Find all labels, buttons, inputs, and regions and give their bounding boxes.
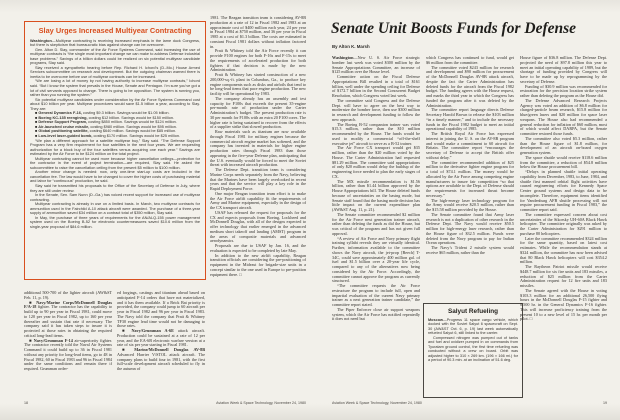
paragraph-lead: Washington bbox=[332, 55, 354, 60]
slay-article-body bbox=[30, 39, 200, 230]
right-page-column-1 bbox=[332, 56, 420, 322]
paragraph-text: The space shuttle would receive $118.6 million from the committee, a reduction of $54.8 million below the House procurement bill. bbox=[520, 154, 607, 170]
paragraph-text: The Defense Dept. transition team is considering Marine Corps needs separately from the Navy, believing that the Marines have been largely overlooked in recent years and that the service will play a key role in the Rapid Deployment Force. bbox=[210, 167, 306, 191]
page-number: 19 bbox=[603, 401, 607, 405]
paragraph-lead: ■ Defense Support Program, bbox=[35, 120, 88, 125]
paragraph-text: Slay received a sympathetic hearing before Rep. Richard H. Ichord’s (D.-Mo.) House Armed Services subcommittee on research and development. But the outgoing chairman warned there is inertia to be overcome before use of multiyear contracts can be increased. bbox=[30, 65, 200, 79]
paragraph bbox=[332, 99, 420, 123]
paragraph-text: The committee expressed concern about cost uncertainties of the Sikorsky UH-60A Black Hawk helicopter. The committee originally was asked by the Carter Administration for $291 million to purchase 80 helicopters. bbox=[520, 211, 607, 236]
paragraph-text: USAF has released the request for proposals for the CX and expects proposals from Boeing, Lockheed and McDonnell Douglas, with all of the designs expected to offer technology that earlier emerged in the advanced medium short takeoff and landing (AMST) program in the areas of composite materials and advanced aerodynamics. bbox=[210, 209, 306, 244]
paragraph-text: The Senate committee recommended $2 million for the Air Force next generation trainer aircraft, rather than deleting the funds as did the House, but was critical of the program and has not given full approval. bbox=[332, 211, 420, 236]
paragraph bbox=[520, 56, 607, 85]
paragraph bbox=[210, 192, 306, 211]
paragraph bbox=[30, 48, 200, 66]
paragraph bbox=[520, 289, 607, 322]
paragraph-text: The committee voted $243 million for research and development and $90 million for procurement of the McDonnell Douglas AV-8B attack aircraft, despite the fact the Carter Administration has deleted funds for the aircraft from the Fiscal 1982 budget. The funding agrees with the House request, and marks the third year in which the Congress has funded the program after it was deleted by the Administration. bbox=[426, 64, 514, 108]
salyut-box-title: Salyut Refueling bbox=[447, 308, 499, 315]
paragraph-text: Gen. Alton D. Slay, commander of the Air Force Systems Command, said increasing the use of multiyear contracts is “the single most important change we can make to address Defense industrial base problems.” Savings of a billion dollars could be realized on six potential multiyear candidate programs, Slay said. bbox=[30, 47, 200, 66]
paragraph bbox=[332, 180, 420, 213]
paragraph-text: The Defense Advanced Research Projects Agency was voted an addition of $6.8 million for charged-particle beam research, $15.8 million for blue/green lasers and $20 million for space laser weapons. The House also had recommended a general reduction for inflation of $60 million, most of which would affect DARPA, but the Senate committee restored those funds. bbox=[520, 97, 607, 136]
paragraph bbox=[210, 168, 306, 192]
paragraph-text: “A review of Air Force and Navy primary flight training syllabi reveals they are virtually identical. Further, information available to the committee shows the Navy aircraft, the jet-prop [Beech] T-34C, could save approximately 400 million gal. of fuel and $1.5 billion over a 20-year life cycle, compared to any of the alternatives now being considered by the Air Force. Accordingly, the committee cannot approve the program as currently structured. bbox=[332, 235, 420, 284]
paragraph bbox=[210, 254, 306, 278]
paragraph bbox=[520, 99, 607, 137]
paragraph-text: ed forgings, castings and titanium ahead based on anticipated F-14 orders that have not materialized, and it has them available. If a Brick Bat priority is provided, the company could jump to 60 aircraft per year in Fiscal 1982 and 96 per year in Fiscal 1983. The Navy told the company that Pratt & Whitney TF30 engine lead time would not be damaging to those rates. bbox=[117, 290, 205, 329]
paragraph bbox=[428, 336, 518, 363]
paragraph-lead: Moscow bbox=[428, 317, 443, 322]
paragraph bbox=[332, 56, 420, 75]
paragraph bbox=[30, 184, 200, 193]
paragraph-text: The Boeing B-52 companion trainer was voted $15.3 million, rather than the $10 million recommended by the House. The funds would be used to modify a commercial “off-the-shelf executive jet” aircraft to serve as a B-52 trainer. bbox=[332, 121, 420, 146]
paragraph-text: costing $980 million. Savings would be $95 million. bbox=[89, 124, 177, 129]
paragraph-text: “We plan a different approach for a satellite multiyear buy,” Slay said. “The Defense Support Program has a very firm requirement for four satellites in the next four years. We are requesting authorization for a block buy of the four satellites versus acquiring one each year.” Savings are estimated by the Air Force to be $124 million on the total project. bbox=[30, 138, 200, 157]
paragraph-text: which Congress has continued to fund, would get $6 million from the committee. bbox=[426, 55, 514, 65]
paragraph-text: One major Reagan transition team effort is to make the Air Force airlift capability fit the requirements of Army and Marine equipment, especially in the design of the CX transport aircraft. bbox=[210, 190, 306, 210]
paragraph-text: “We are losing a lot of money by not having authority to increase multiyear contracts,” Ichord said. “But I know the system that prevails in the House, Senate and Pentagon. I’m sure you’ve got a lot of civil servants opposed to change. There is going to be opposition. The system is running you, rather than you running the system.” bbox=[30, 79, 200, 98]
salyut-box-body bbox=[428, 318, 518, 363]
paragraph bbox=[30, 193, 200, 202]
paragraph bbox=[30, 139, 200, 157]
paragraph bbox=[426, 108, 514, 132]
paragraph-text: Advanced Harrier V/STOL attack aircraft. The company plans to build four in 1981, with the first full-scale development aircraft scheduled to fly in the autumn of bbox=[117, 351, 205, 371]
paragraph-text: The British Royal Air Force has expressed interest in joining the U. S. on the AV-8B program and would make a commitment to 60 aircraft for Britain. The committee report “encourages the secretary of Defense to accept the British offer without delay.” bbox=[426, 131, 514, 160]
paragraph-text: The Navy’s Trident 2 missile system would receive $65 million, rather than the bbox=[426, 245, 514, 255]
paragraph-text: “Delays in planned shuttle initial operating capability from December, 1983, to June, 1984, and shuttle first manned orbital flight activities have caused engineering efforts for Kennedy Space Center ground systems and design data to be incomplete. Therefore, equipment items identified for Vandenburg AFB shuttle processing will not require procurement funding in Fiscal 1983,” the committee report said. bbox=[520, 169, 607, 212]
right-page-column-3 bbox=[520, 56, 607, 322]
paragraph-text: In the Senate, Sen. Sam Nunn (D.-Ga.) has voiced recent support for increased use of multiyear contracting. bbox=[30, 193, 200, 202]
paragraph bbox=[332, 213, 420, 237]
paragraph-lead: ■ Navy/Marine Corps/McDonnell Douglas F/A-18 bbox=[24, 299, 112, 310]
left-page-column-1 bbox=[24, 291, 112, 372]
paragraph bbox=[210, 97, 306, 130]
paragraph-text: Later the committee recommended $324 million for the same quantity, based on latest cost estimates. While the recommendation stands at $324 million, the committee has now been advised that 80 Black Hawk helicopters will cost $354.2 million. bbox=[520, 235, 607, 265]
paragraph-text: In May, the purchase of three years of requirements for the AN/ALQ-155 power management system used on the Boeing B-52 for electronic countermeasures saved $10.6 million from the single-year proposal of $84.6 million. bbox=[30, 215, 200, 229]
paragraph bbox=[426, 132, 514, 161]
paragraph-text: The committee also voted $5.3 million, rather than the House figure of $1.8 million, for development of an aircraft on-board oxygen generation system. bbox=[520, 135, 607, 155]
paragraph-text: House figure of $36.8 million. The Defense Dept. projected the need of $97.8 million this year to meet an initial operating capability of 1989, but the shortage of funding provided by Congress will have to be made up by reprogramming by the secretary of Defense. bbox=[520, 55, 607, 84]
paragraph-lead: ■ Air-launched cruise missile, bbox=[35, 124, 90, 129]
paragraph-text: Compressed nitrogen was pumped out of tanks and fuel and oxidizer pumped in on commands from Tyuratam ground control, the first time refueling was conducted without a crew on board. Orbit was adjusted higher to 310 × 269 km. (196 × 166 mi.) for a period of 90.3 min. at an inclination of 51.6 deg. bbox=[428, 335, 518, 362]
paragraph bbox=[332, 284, 420, 308]
paragraph-text: Multiyear contracting cannot be used more because higher cancellation ceilings—protection for the contractor in the event of project termination—are required, Slay said. He asked the subcommittee to raise the cancellation ceiling from the present $5 million to $100 million. bbox=[30, 156, 200, 170]
paragraph-lead: ■ Boeing KC-135 reengining, bbox=[35, 115, 88, 120]
paragraph-lead: ■ Global positioning satellite, bbox=[35, 129, 89, 134]
paragraph-text: In addition to the new airlift capability, Reagan transition officials are considering the pre-positioning of equipment in the Mideast for brigade-size units in a concept similar to the one used in Europe to pre-position equipment there. □ bbox=[210, 252, 306, 277]
paragraph-text: Pratt & Whitney has started construction of a new 200,000-sq.-ft. plant in Columbus, Ga., to produce key engine components such as disks and airfoils that tend to be long-lead items that pace engine production. The new facility will be operational by 1983. bbox=[210, 72, 306, 96]
paragraph bbox=[426, 161, 514, 199]
paragraph-text: Funding of $30.9 million was recommended for restoration for the precision location strike system rather than deleting the program as the House did. bbox=[520, 83, 607, 98]
paragraph bbox=[520, 265, 607, 289]
paragraph-text: The committee report language directs Defense Secretary Harold Brown to release the $103 million “in a timely manner,” and to include the necessary funds in the Fiscal 1982 budget to meet an initial operational capability of 1985. bbox=[426, 107, 514, 132]
paragraph bbox=[30, 170, 200, 184]
paragraph-text: Pratt & Whitney told the Air Force recently it can provide F100 engines for both F-16s and F-15s to meet the requirements of accelerated production for both fighters if that decision is made by the new Administration. bbox=[210, 48, 306, 73]
paragraph bbox=[210, 130, 306, 168]
paragraph-text: costing $640 million. Savings would be $85 million. bbox=[88, 129, 177, 134]
paragraph bbox=[30, 216, 200, 230]
paragraph-text: The high-energy laser technology program for the Army would receive $20.5 million, rather than the $15.58 million provided by the House. bbox=[426, 197, 514, 212]
paragraph-text: The company already has an assembly and test capacity for F100s that exceeds the present 35-engine per-month rate of production under the Carter Administration’s budget. The present production rate is 30 per month for F100s with an extra 20 F100 cores. The higher rate is being sustained to recover from the effects of a supplier strike that slowed production. bbox=[210, 95, 306, 130]
page-number: 18 bbox=[24, 401, 28, 405]
paragraph bbox=[210, 49, 306, 73]
paragraph bbox=[332, 237, 420, 285]
paragraph bbox=[332, 308, 420, 322]
paragraph bbox=[30, 157, 200, 171]
paragraph bbox=[426, 246, 514, 256]
paragraph bbox=[210, 16, 306, 49]
paragraph-text: costing $12 billion. Savings would be $150 million. bbox=[87, 115, 175, 120]
paragraph bbox=[30, 98, 200, 112]
left-page-footer bbox=[24, 401, 306, 405]
paragraph-text: “The committee requests the Air Force restructure the program to include full, open and impartial evaluation of the current Navy primary trainer as a next generation trainer candidate,” the committee report stated. bbox=[332, 283, 420, 307]
paragraph bbox=[24, 301, 112, 339]
paragraph-text: The Piper Enforcer close air support weapons system, which the Air Force has notified repeatedly it does not need but bbox=[332, 306, 420, 322]
paragraph-text: The MX missile recommendation is $1.56 billion, rather than $1.44 billion approved by the House Appropriations bill. The House deleted funds because of uncertainties on the basing mode, but Senate staff found that the basing mode decision has little impact on the current expenditure plan (AW&ST Aug. 11, p. 21). bbox=[332, 178, 420, 212]
paragraph bbox=[117, 291, 205, 329]
paragraph bbox=[332, 146, 420, 179]
paragraph-lead: ■ Low-level laser-guided bomb, bbox=[35, 133, 93, 138]
right-page-column-2 bbox=[426, 56, 514, 256]
paragraph bbox=[520, 156, 607, 170]
paragraph-text: The Raytheon Patriot missile would receive $448.7 million for six fire units and 183 missiles, a reduction of $25 million from the Carter Administration request for 12 fire units and 183 missiles. bbox=[520, 264, 607, 288]
paragraph-text: air-superiority fighter. The contractor recently told the Naval Air Systems Command it could build up to 36 in Fiscal 1981 without any priority for long-lead items, go to 48 in Fiscal 1982, 60 in Fiscal 1983 and 96 in Fiscal 1984 under the same conditions and remain there if required. Grumman order- bbox=[24, 337, 112, 371]
paragraph-text: The committee said Congress and the Defense Dept. will have to agree on the best way to modernize the bomber force, then use $300 million in research and development funding to follow the new approach. bbox=[332, 97, 420, 122]
paragraph bbox=[117, 329, 205, 348]
paragraph-text: The committee recommended addition of $25 million to the derivative fighter engine program for a total of $74.1 million. The money would be allocated by the Air Force among competing engine manufacturers to insure fair competition “so that options are available to the Dept. of Defense should the requirements for increased thrust become necessary.” bbox=[426, 159, 514, 198]
left-page-column-2 bbox=[117, 291, 205, 372]
paragraph-text: attack aircraft. Production could be sustained at a rate of 12 per year, and the EA-6B electronic warfare version at a rate of six per year starting in Fiscal 1981. bbox=[117, 328, 205, 348]
paragraph-text: additional 500-700 of the lighter aircraft (AW&ST Feb. 11, p. 19). bbox=[24, 290, 112, 300]
paragraph bbox=[117, 348, 205, 372]
paragraph-text: —Multiyear contracting is receiving increased emphasis in the lame duck Congress, but there is skepticism that bureaucratic bias against change can be overcome. bbox=[30, 38, 200, 48]
paragraph-text: —Progress 11 space cargo vehicle, which docked with the Soviet Salyut 6 spacecraft on Sept. 30 (AW&ST Oct. 6, p. 19) last week automatically refueled Salyut 6, still linked to the carrier. bbox=[428, 317, 518, 335]
paragraph-text: costing $9.3 billion. Savings would be $1.05 billion. bbox=[81, 111, 170, 116]
paragraph-text: The Senate committee found that Army laser research is not a duplication of other research in the Defense Dept. The Navy would receive $50.5 million for high-energy laser research, rather than the House figure of $32.5 million. Funds were deleted from the Navy program to pay for Indian Ocean operations. bbox=[426, 211, 514, 246]
slay-article-title: Slay Urges Increased Multiyear Contracting bbox=[38, 26, 192, 35]
left-page-column-3 bbox=[210, 16, 306, 277]
paragraph-text: Multiyear contracting is already in use on a limited basis. In March, two multiyear contracts for ammunition used in the Fairchild A-10 attack aircraft were awarded. The purchase of a three-year supply of ammunition saved $34 million on a contract total of $350 million, Slay said. bbox=[30, 202, 200, 216]
paragraph bbox=[426, 66, 514, 109]
paragraph-text: 1981. The Reagan transition team is considering AV-8B production at a rate of 12 in Fiscal 1982 and 1983 at an approximate cost of $400 million each year, 24 per year in Fiscal 1984 at $750 million, and 36 per year in Fiscal 1985 at a cost of $1.3 billion. The costs are estimated in constant Fiscal 1981 dollars without inflation factored in. bbox=[210, 15, 306, 49]
slay-article-box bbox=[24, 21, 206, 280]
paragraph-lead: Washington bbox=[30, 38, 52, 43]
paragraph bbox=[520, 213, 607, 237]
paragraph bbox=[426, 199, 514, 213]
paragraph bbox=[520, 85, 607, 99]
paragraph-text: Raw materials such as titanium are now available through Fiscal 1981 for military engines because the commercial aircraft engine market has softened, and the company has invested in materials for higher engine production rates through Fiscal 1983 than those appearing in the five-year Defense plan, anticipating that the U.S. eventually would be forced to meet the Soviet threat with increased aircraft production. bbox=[210, 129, 306, 168]
paragraph-text: Another minor change is needed: now, only one-time start-up costs are included in the cancellation fee. The law would have to be changed to cover the higher costs of purchasing material and labor for “continuous” production, he said. bbox=[30, 170, 201, 184]
journal-name: Aviation Week & Space Technology, November 24, 1980 bbox=[332, 401, 422, 405]
paragraph-text: The Senate agreed with the House in voting $103.3 million for an additional 26,500 flying hours in the McDonnell Douglas F-15 fighter and 8,500 hr. in the General Dynamics F-16 fighter. This will increase proficiency training from the present 10 to a new level of 15 hr. per month per pilot. □ bbox=[520, 287, 607, 322]
paragraph bbox=[210, 211, 306, 244]
salyut-refueling-box bbox=[423, 303, 523, 398]
paragraph-text: Six potential multiyear candidates under consideration by the Air Force Systems Command cost about $10 billion per year. Multiyear procedures would save $1.5 billion a year, according to Slay. They are: bbox=[30, 97, 200, 111]
article-title: Senate Unit Boosts Funds for Defense bbox=[331, 20, 577, 37]
journal-name: Aviation Week & Space Technology, November 24, 1980 bbox=[216, 401, 306, 405]
paragraph bbox=[30, 79, 200, 97]
paragraph-text: fighter. The contractor has the capability to build up to 90 per year in Fiscal 1981, could move to 120 per year in Fiscal 1982, up to 160 per year thereafter and sustain that rate if necessary. The company said it has taken steps to insure it is protected at those rates in obtaining the required critical long-lead items. bbox=[24, 304, 112, 338]
paragraph bbox=[24, 339, 112, 372]
paragraph-lead: ■ Navy/Grumman A-6E bbox=[122, 328, 174, 333]
paragraph-lead: ■ Marine/McDonnell Douglas AV-8B bbox=[122, 347, 205, 352]
paragraph bbox=[428, 318, 518, 336]
paragraph bbox=[520, 237, 607, 266]
paragraph bbox=[520, 170, 607, 213]
paragraph bbox=[30, 66, 200, 80]
paragraph-text: The Air Force CX transport would get $35 million, rather than the $20 million voted by the House. The Carter Administration had requested $81.29 million. The committee said appropriations of only $20 million would delay the buildup of the engineering force needed to plan the early stages of CX. bbox=[332, 145, 420, 179]
right-page-footer bbox=[332, 401, 607, 405]
article-byline: By Alton K. Marsh bbox=[332, 44, 370, 49]
paragraph-text: Proposals are due to USAF by Jan. 16, and the evaluation is expected to be completed by late May. bbox=[210, 243, 306, 253]
paragraph-text: Committee action on the Fiscal Defense Appropriations Bill resulted in a total of $161 billion, well under the spending ceiling for Defense of $172.7 billion in the Second Concurrent Budget Resolution, which Congress voted last week. bbox=[332, 74, 420, 98]
paragraph-text: —New U. S. Air Force strategic bomber last week was voted $300 million by the Senate Appropriations Committee, an increase of $125 million over the House level. bbox=[332, 55, 420, 75]
paragraph-text: costing $850 million. Savings would be $124 million. bbox=[87, 120, 177, 125]
paragraph-lead: ■ General Dynamics F-16, bbox=[35, 111, 82, 116]
paragraph bbox=[426, 213, 514, 246]
paragraph bbox=[520, 137, 607, 156]
paragraph-text: Slay said he transmitted his proposals to the Office of the Secretary of Defense in July, where they are still under review. bbox=[30, 184, 200, 193]
paragraph bbox=[332, 123, 420, 147]
paragraph bbox=[30, 202, 200, 216]
paragraph-lead: ■ Navy/Grumman F-14 bbox=[29, 337, 73, 343]
paragraph bbox=[30, 39, 200, 48]
paragraph-text: costing $170 million. Savings would be $25 million. bbox=[92, 133, 181, 138]
paragraph bbox=[210, 73, 306, 97]
paragraph bbox=[332, 75, 420, 99]
